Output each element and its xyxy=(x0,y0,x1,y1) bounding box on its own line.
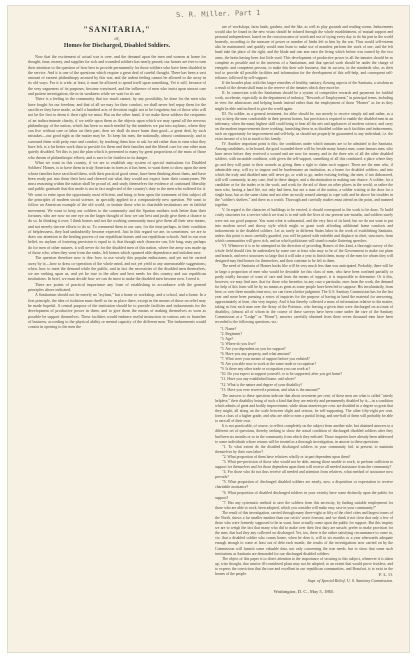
paragraph: A Sanitarium should not be merely an "asylum," but a home or workshop, and a school, and a home. In a first principle, the idea of isolation must dwell so far as place there, except in the means of those on relief may be made hopeful. A central purpose of the institution should be to provide facilities and inducements for the development of productive power in them, and to give them the means of making themselves as soon as possible be support themselves. These facilities would embrace useful instruction in various arts or branches of business, according to the physical ability or mental capacity of the different men. The inducements would consist in opening to the men the xyxy=(28,292,206,330)
question-item: "3. Age? xyxy=(220,336,234,341)
paragraph: "5. What proportion of discharged disabled soldiers are nearly, now, a disposition or expectation to receive charitable assistance? xyxy=(215,480,393,490)
question-item: "12. What is the nature and degree of your disability? xyxy=(220,382,303,387)
paragraph: If the broader plan, with this larger remedies of healthy, sanitary, flowing aspects of the Sanitaria, a wisdom as a result of the dream shall must to the reserve of the inmates which they more be. xyxy=(215,81,393,91)
document-subtitle: Homes for Discharged, Disabled Soldiers. xyxy=(63,43,171,49)
paragraph: "3. What pre-provision of those who would not be able, among those unable to work, to perform sufficient to support for themselves and for those dependent upon them will receive all needed assistance from the community? xyxy=(215,459,393,470)
paragraph: "1. To what extent do the disabled discharged soldiers in your community fail, at present, to maintain themselves by their own labor? xyxy=(215,444,393,454)
signature-name: F. L. O. xyxy=(378,572,393,577)
paragraph: IV. Another important point is this: the conditions under which inmates are to be admitted to the Sanitaria. Among candidates, to be bound, the good wounded there will be, beside many honest men, some famous men, who have never before they received a wound and are now for money, and in the three sets of all the other disabled soldiers, with incurable condition, with given the self-support, something of all this combined: a place where they go and they will point to their wounds as giving them a right to claim such support. These are the men who, if admissible easy, will try to impose and be burdensome an institution, as a home for disabled soldiers, and into which the truly and disabled men will never go, or wish to go, under existing feeling, the men, if not dishonored, still will commonly, in any case, find in these danger, and a discrimination in making one chance. A soldier, for a candidate or for the trades or in the work, and work for the aid of those on other places in the world, or rather the men who, having a hard life, not only had been, but not a man of the nation, a soldier waiting at the door for a single hour, but as the same claim and not after an easily sensed attempt to cope with and be above his troubles in the "soldier's shelters," and there as a crutch. Thorough and carefully studies must attend on the point, and manned together. xyxy=(215,142,393,208)
paragraph: The answers to these questions indicate that about seventeen per cent. of these men are what is called "utterly helpless;" their disability being of such a kind that they are entirely and permanently disabled by it;—in a condition which admits of great and bodily improvement; while about nineteen per cent. are disabled in a degree so great that they might, all along on the scale between slight and serious, be self-supporting. The other fifty-eight per cent. form a class of a higher grade, and who are able to earn a partial living, and one-half of them will probably be able to earn all of their own. xyxy=(215,393,393,424)
paragraph: VI. Whenever it is to be attempted in the direction of providing Homes of this kind, a thorough survey of the whole field should first be undertaken by some one at least who may so be of the Government to make out plans and branch, and erect structures so large that it will take a year to finish them, many of the men for whom they will designed may find homes for themselves, and then continue to be left to them. xyxy=(215,244,393,264)
paragraph: Now that the excitement of actual war is over, and the demand upon the men and women at home for thought, time, money, and supplies for sick and wounded soldiers has nearly passed, our homes are free to turn their attention to the question of how best to provide permanently for those soldiers who have been disabled in the service. And it is one of the questions which require a great deal of careful thought. There has been a vast amount of earnest philanthropy aroused by this war, and the ardent feeling cannot be allowed to die away in its old ways. For it is wide, at least, it must be allowed to spend itself upon something. Yet it will, because of the very vagueness of its purposes, become convinced, and the influence of men who insist upon utmost care and patient investigation, die in its weakness while we wait for its use. xyxy=(28,54,206,97)
paragraph: use of workshops, farm lands, gardens, and the like, as well as play grounds and reading rooms. Inducements would also be found in the new vistas should be infused through the whole establishment, of mutual support and personal independence, based on the consciousness of worth and use of trying every day to do his part in the world honestly, according to the measure of power or number of limbs left to him by the war. Thus would self-esteem also be maintained; and quickly would men learn to make use of manifest perform the work of one, and the left hand take the place of the right, and the blade and one arm earn the living which before was earned by the two arms, the brain having been lost little used. This development of productive power in all the inmates should be as complete as possible and to the interests of a Sanitarium, and that special work should be under the charge of energetic and competent persons, to make this their sole business; that its success, in the standards who, as their tool to provide all possible facilities and information for the development of this self-help, and consequent self-reliance, followed by self-support. xyxy=(215,25,393,80)
handwritten-note: S. R. Miller. Part 1 xyxy=(175,8,261,20)
question-item: "4. Where do you live? xyxy=(220,341,256,346)
document-title: "SANITARIA," xyxy=(83,25,151,34)
question-item: "10. Do you expect to support yourself, or to be supported, after you get home? xyxy=(220,372,343,377)
paragraph: What we want in this country, if we are to establish any system of special institutions for Disabled Soldiers' Homes, is to have them in truly American in form as it has been, to want them to show upon the men whose families have sacrificed them, with their practical good sense, have been thinking about them, and have been ready put into them their best and cheered out what they would not expect from their countrymen. We must reasoning within the nation shall be proud of, and study themselves the evidence of continued liberality and public gratitude that this mode is not in fact neglected of the country's duty to the men who suffered for it. We want to enter upon the opportunity most efficient, and bring to bear upon the treatment of this subject all the principles of modern social science, as specially applied to a comparatively new question. We want to follow an American example of the old world, or imitate those who in charitable institutions are in faithful movement. We want to keep our soldiers to the community and the Spartan mothers took better than their fortunes, who are now no one eye on the larger thought of how we can best and justly give them a chance to do so. In thinking it over, I think homes and not the working community must give them all their new means, and not merely sincere efforts to do so. To commend them to our care, for the time perhaps, in their condition of helplessness, they had undoubtedly become expected. Just in this regard we are, in sometimes, we are to draw our attention to the healing powers of our republican homes and our republican schools. And in our own belief, no asylum of fostering provision is equal to it; that though each character can, life long, may perhaps do for men of other natures, it will never do for the disabled men of this nation, where the army was made up of those who, when they went from the ranks, left homes which spurned able dependence and indolent ease. xyxy=(28,159,206,255)
question-item: "7. What were your means of support before you enlisted? xyxy=(220,357,310,362)
left-column xyxy=(28,54,206,644)
paragraph: The object of this paper is to direct attention to the importance of securing to this subject, whenever it is taken up, wise thought, that unwise ill-considered plans may not be adopted, to an extent that would prove fruitless, and to express the conviction that the true and excellent in our republican communities, and Beaufort, is to exist in the homes of the people. xyxy=(215,556,393,577)
paragraph: The question therefore now is this: how to use wisely this popular enthusiasm, and yet not be carried away by it;—how to draw co-operation of the whole mind, and not yet yield to any unreasonable suggestions; when, how to meet the demand while the public, and in fact the necessities of the disabled men themselves, we are seeking upon us, and yet be true to the other and best needs for this country and our republican institutions. In brief, we must decide how we can do most to make the disabled men become now. I need it. xyxy=(28,255,206,282)
paragraph: "7. Has any systematic method to save the soldiers from this necessity, by finding suitable employment for those who are able to work, been adopted, which you consider will make easy case in your community?" xyxy=(215,500,393,510)
paragraph: "4. For those who do not thus receive all needed and attention from relatives, what method of assistance now prevails? xyxy=(215,470,393,480)
paragraph: "2. What proportion of them have relatives wholly or in part dependent upon them? xyxy=(222,454,351,459)
question-list xyxy=(215,327,393,393)
question-item: "9. Is there any other trade or occupation you can work at? xyxy=(220,367,311,372)
paragraph: The need of Sanitaria of Homes hacks like will be very much less than was anticipated. Probably, there will be in large a proportion of men who would be desirable for this class of men, who have been confined partially or partly totally because of want of care and from the means of support, it is impossible to determine. Or it this, however, we may find sure, that for those who hereafter, in any case a particular, ones from the work, the demand for help of this form will be by no means as great as some people have been led to suppose. His involuntarily, from here, or over three months time now, we can form a better judgment. The U.S. Sanitary Commission has for the last year and more been pursuing a series of inquiries for the purpose of having in hand the material for answering, approximately at least, this very inquiry. And it has thereby collected a mass of information relative to the matter, taking as first each man over the Army of the Potomac, who leaving a given time were discharged on account of disability, (almost all of whom in the course of these surveys have been come under the care of the Sanitary Commission at a "Lodge" or "Home"), answers carefully obtained from these seven thousand men have been recorded to the following questions, viz.: xyxy=(215,264,393,325)
question-item: "1. Name? xyxy=(220,326,237,331)
paragraph: V. In regard to the character of buildings to be erected, it should correspond to the work to be done. To build costly structures for a service which we trust is to end with the lives of our present war-mouths, and soldiers surely were not our good purpose. You want what is substantial, and the very best of its kind; but we do not want to put into modern novel and showy style which might so grant work affording additional home comforts and inducements to the disabled soldiers. Let us rarely in different States labor in the work of establishing Sanitaria, unless this point is most carefully guarded, you will be paired with enfeeble and displace in chief, structures, from which communities will grow rich, and on which politicians will stand to make flattering speeches. xyxy=(215,208,393,243)
paragraph: There are points of practical importance any form of establishing in accordance with the general principles above indicated. xyxy=(28,281,206,293)
paragraph: "6. What proportion of disabled discharged soldiers in your vicinity have some distinctly upon the public for support? xyxy=(215,490,393,500)
question-item: "2. Regiment? xyxy=(220,331,243,336)
question-item: "11. Have you any established home, and where? xyxy=(220,377,296,382)
paragraph: III. No soldier, as a general treatment, for alike should be, nor merely to receive simply aid and rather, as a way to keep the men comfortable in their present homes, but provision is required to enable the disabled men in an infirmary, when the many highest skill could bring to bear all the arts and appliances of modern science, and carry on the modern improvements there working, furnishing these in as disabled soldier such facilities and inducements, such an opportunity for improvement and self-help, as should not properly be guaranteed to any individual, i.e. the extra income of a lot as much to his family. xyxy=(215,111,393,142)
paragraph: II. In connection with the Sanitarium should be a system of competitive rewards and payments for faithful work, accelerate, especially in the department of industry, "Rewards of Employment," in principal terms, including in view the admissions and helping hands instead rather than the employment of those "Homes" as far as they might be able and inclined to give the world again. xyxy=(215,91,393,111)
paragraph: There is a feeling in the community that too much cannot, by any possibility, be done for the men who have fought for our freedom; and that of all we may for their comfort, we shall never feel repay them for the sacrifices they have made, as half a hundred acts of devotion ought not to be forgotten; but of those who will not be the first to deem it their right we must. But on the other hand, if we make these soldiers the recipients of an indiscriminate charity, if we settle upon them as the objects upon which we may spend all the nervous philanthropy of the nation, which has been so much needed by the numbers we put into asylums, where they can live without care or labor on their part, then we shall do more harm than good—a great deal, by such mistakes—our good right as the matter may be. To keep his men, the nationally, almost continuously, and to surround them with petty ease and comfort, by teaching them how to ask for aid rather than to earn what they have left, is a far better work than to provide for them and their families and the liberal care for one other man quietly disabled. Yet this is just the plan which is presented to many by great proportions of the mass of those who dream of philanthropic efforts; and is sure to be fruitless in its danger. xyxy=(28,96,206,160)
right-column xyxy=(215,25,393,577)
subtitle-connector: or, xyxy=(114,37,120,42)
signature-role: Supt. of Special Relief, U. S. Sanitary Commission. xyxy=(307,578,393,583)
document-page xyxy=(8,6,409,652)
question-item: "8. Are you able now to work at the same trade or occupation? xyxy=(220,362,317,367)
question-item: "6. Have you any property, and what amount? xyxy=(220,352,291,356)
question-item: "5. Are you dependent on you for support? xyxy=(220,346,286,351)
question-item: "13. Have you ever received a pension, and what is the amount?" xyxy=(220,387,321,392)
paragraph: The result of this investigation, carried through many three-eight or fifty of the chief cities and largest towns of the North, shows a far smaller number than our critics' worst forecast, and we think it not clear that only a few of those who were formerly supposed to be in want, have actually come upon the public for support. But this inquiry we are to weigh the fact that many who did to make over their first duty are unsafe, prefer to make provision for the men, that had they any collected on discharged. Yet, too, there is the rather satisfying circumstance to come to, viz. that a disabled soldier who comes home, when he does it, will in six months or a year afterwards adequate enough enough to come at least out of debt each month; the results of the investigations now carried on by the Commission will furnish some valuable data, not only concerning the true needs, but to show that some such institutions as Sanitaria are demanded for our discharged disabled soldiers. xyxy=(215,510,393,556)
signature-place-date: Washington, D. C., May 5, 1865. xyxy=(273,589,335,594)
paragraph: It is not practicable, of course, to reflect completely on the subject from another side, but obtained answers to a different set of questions, thereby seeking to show the actual condition of discharged disabled soldiers after they had been six months or so in the community from which they enlisted. Those inquiries have already been addressed to some individuals whose returns will be treated as a thorough investigation, in answer to these questions: xyxy=(215,424,393,444)
